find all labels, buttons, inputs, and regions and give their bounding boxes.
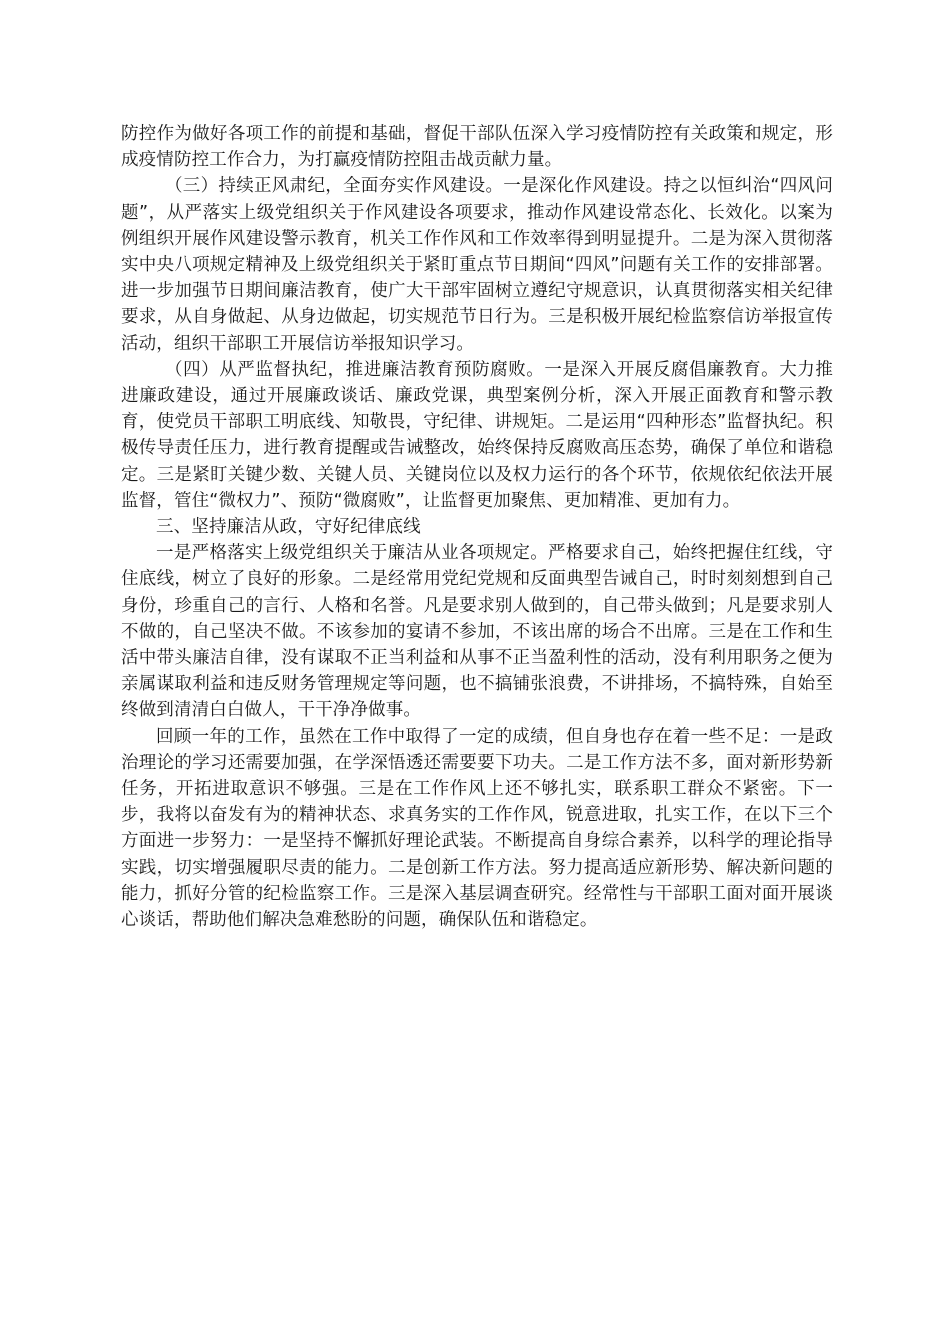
- section-heading-integrity: 三、坚持廉洁从政，守好纪律底线: [156, 517, 421, 538]
- paragraph-section-three: （三）持续正风肃纪，全面夯实作风建设。一是深化作风建设。持之以恒纠治“四风问题”，从严落实上级党组织关于作风建设各项要求，推动作风建设常态化、长效化。以案为例组织开展作风建设警示教育，机关工作作风和工作效率得到明显提升。二是为深入贯彻落实中央八项规定精神及上级党组织关于紧盯重点节日期间“四风”问题有关工作的安排部署。进一步加强节日期间廉洁教育，使广大干部牢固树立遵纪守规意识，认真贯彻落实相关纪律要求，从自身做起、从身边做起，切实规范节日行为。三是积极开展纪检监察信访举报宣传活动，组织干部职工开展信访举报知识学习。: [121, 176, 833, 354]
- paragraph-epidemic-continuation: 防控作为做好各项工作的前提和基础，督促干部队伍深入学习疫情防控有关政策和规定，形成疫情防控工作合力，为打赢疫情防控阻击战贡献力量。: [121, 124, 833, 171]
- paragraph-section-four: （四）从严监督执纪，推进廉洁教育预防腐败。一是深入开展反腐倡廉教育。大力推进廉政建设，通过开展廉政谈话、廉政党课，典型案例分析，深入开展正面教育和警示教育，使党员干部职工明底线、知敬畏，守纪律、讲规矩。二是运用“四种形态”监督执纪。积极传导责任压力，进行教育提醒或告诫整改，始终保持反腐败高压态势，确保了单位和谐稳定。三是紧盯关键少数、关键人员、关键岗位以及权力运行的各个环节，依规依纪依法开展监督，管住“微权力”、预防“微腐败”，让监督更加聚焦、更加精准、更加有力。: [121, 359, 833, 511]
- paragraph-year-review: 回顾一年的工作，虽然在工作中取得了一定的成绩，但自身也存在着一些不足：一是政治理论的学习还需要加强，在学深悟透还需要要下功夫。二是工作方法不多，面对新形势新任务，开拓进取意识不够强。三是在工作作风上还不够扎实，联系职工群众不紧密。下一步，我将以奋发有为的精神状态、求真务实的工作作风，锐意进取，扎实工作，在以下三个方面进一步努力：一是坚持不懈抓好理论武装。不断提高自身综合素养，以科学的理论指导实践，切实增强履职尽责的能力。二是创新工作方法。努力提高适应新形势、解决新问题的能力，抓好分管的纪检监察工作。三是深入基层调查研究。经常性与干部职工面对面开展谈心谈话，帮助他们解决急难愁盼的问题，确保队伍和谐稳定。: [121, 726, 833, 931]
- paragraph-integrity: 一是严格落实上级党组织关于廉洁从业各项规定。严格要求自己，始终把握住红线，守住底线，树立了良好的形象。二是经常用党纪党规和反面典型告诫自己，时时刻刻想到自己身份，珍重自己的言行、人格和名誉。凡是要求别人做到的，自己带头做到；凡是要求别人不做的，自己坚决不做。不该参加的宴请不参加，不该出席的场合不出席。三是在工作和生活中带头廉洁自律，没有谋取不正当利益和从事不正当盈利性的活动，没有利用职务之便为亲属谋取利益和违反财务管理规定等问题，也不搞铺张浪费，不讲排场，不搞特殊，自始至终做到清清白白做人，干干净净做事。: [121, 543, 833, 721]
- document-body: [121, 121, 833, 933]
